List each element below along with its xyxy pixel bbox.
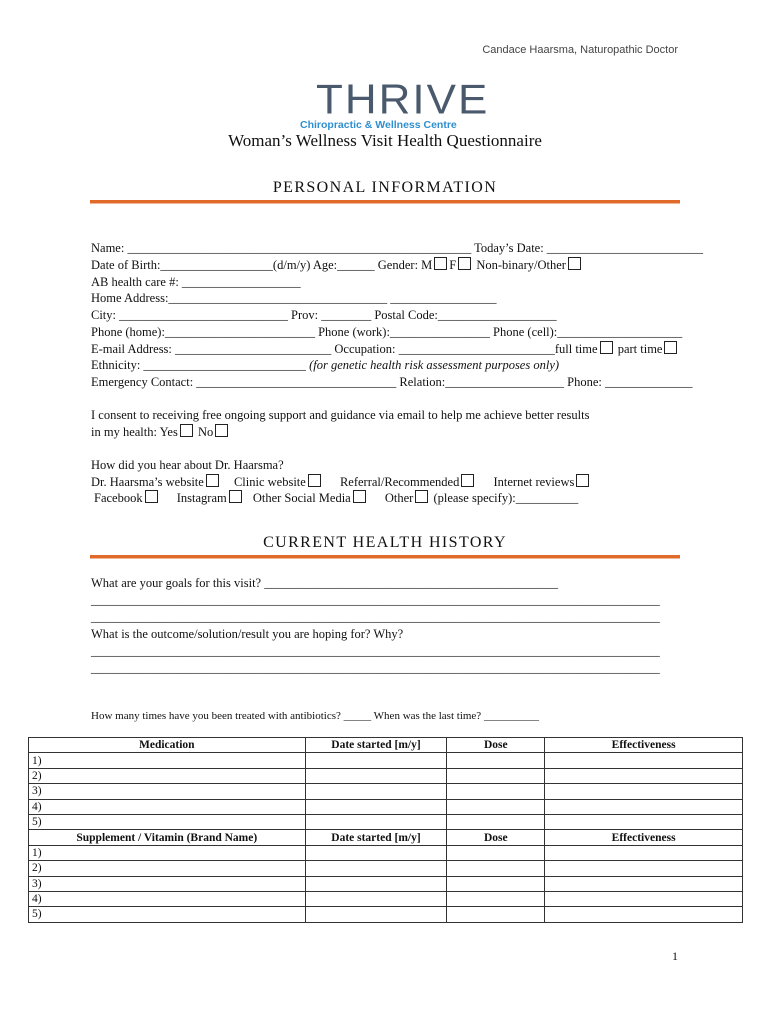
table-cell[interactable] [447,768,545,783]
hear-instagram-label: Instagram [176,491,227,505]
gender-f-label: F [449,258,457,272]
table-cell[interactable] [447,876,545,891]
dose-header: Dose [447,738,545,753]
consent-no-checkbox[interactable] [215,424,228,437]
table-cell[interactable] [447,753,545,768]
row-number[interactable]: 1) [29,845,306,860]
table-row [29,784,743,799]
health-history-heading: CURRENT HEALTH HISTORY [263,534,507,551]
table-cell[interactable] [305,891,447,906]
table-cell[interactable] [545,753,743,768]
antibiotics-question[interactable]: How many times have you been treated with antibiotics? _____ When was the last time? __________ [91,710,539,722]
part-time-label: part time [617,342,663,356]
row-number[interactable]: 2) [29,768,306,783]
email-occupation-line [91,341,679,357]
gender-m-checkbox[interactable] [434,257,447,270]
thrive-logo [300,76,490,134]
dose-header: Dose [447,830,545,845]
table-cell[interactable] [545,784,743,799]
phone-line[interactable]: Phone (home):________________________ Phone (work):________________ Phone (cell):____________________ [91,325,683,339]
goals-line[interactable]: What are your goals for this visit? _______________________________________________ [91,576,558,590]
consent-yes-checkbox[interactable] [180,424,193,437]
hear-options-row1 [91,474,591,490]
consent-yes-label: in my health: Yes [91,425,178,439]
page-number: 1 [672,949,678,963]
home-address-line[interactable]: Home Address:___________________________________ _________________ [91,291,497,305]
hear-facebook-label: Facebook [94,491,143,505]
row-number[interactable]: 5) [29,907,306,922]
table-cell[interactable] [305,845,447,860]
table-cell[interactable] [545,799,743,814]
supplement-header-row [29,830,743,845]
logo-word: THRIVE [316,76,490,123]
hear-clinic-checkbox[interactable] [308,474,321,487]
row-number[interactable]: 4) [29,799,306,814]
section-divider [90,555,680,559]
table-row [29,799,743,814]
table-row [29,907,743,922]
table-cell[interactable] [545,876,743,891]
table-cell[interactable] [305,753,447,768]
row-number[interactable]: 3) [29,784,306,799]
table-cell[interactable] [447,784,545,799]
date-started-header: Date started [m/y] [305,830,447,845]
full-time-checkbox[interactable] [600,341,613,354]
medication-header: Medication [29,738,306,753]
hear-options-row2 [94,490,578,506]
page-title: Woman’s Wellness Visit Health Questionnaire [228,131,542,150]
doctor-name: Candace Haarsma, Naturopathic Doctor [482,44,678,56]
table-cell[interactable] [305,907,447,922]
hear-specify-label[interactable]: (please specify):__________ [433,491,579,505]
hear-referral-label: Referral/Recommended [339,475,460,489]
email-occupation-label: E-mail Address: _________________________ Occupation: _________________________full time [91,342,598,356]
ethnicity-label: Ethnicity: __________________________ [91,358,306,372]
consent-no-label: No [197,425,214,439]
table-cell[interactable] [447,907,545,922]
row-number[interactable]: 1) [29,753,306,768]
table-cell[interactable] [545,814,743,829]
name-line[interactable]: Name: _______________________________________________________ Today’s Date: _________________________ [91,241,704,255]
table-cell[interactable] [545,845,743,860]
city-line[interactable]: City: ___________________________ Prov: ________ Postal Code:___________________ [91,308,557,322]
hear-reviews-checkbox[interactable] [576,474,589,487]
health-care-line[interactable]: AB health care #: ___________________ [91,275,301,289]
table-row [29,814,743,829]
ethnicity-line [91,357,559,373]
table-cell[interactable] [305,768,447,783]
table-row [29,768,743,783]
table-cell[interactable] [545,861,743,876]
hear-facebook-checkbox[interactable] [145,490,158,503]
table-cell[interactable] [305,784,447,799]
table-cell[interactable] [447,845,545,860]
effectiveness-header: Effectiveness [545,738,743,753]
gender-other-checkbox[interactable] [568,257,581,270]
row-number[interactable]: 3) [29,876,306,891]
dob-age-label: Date of Birth:__________________(d/m/y) Age:______ Gender: M [91,258,433,272]
date-started-header: Date started [m/y] [305,738,447,753]
personal-info-heading: PERSONAL INFORMATION [272,179,498,196]
emergency-contact-line[interactable]: Emergency Contact: ________________________________ Relation:___________________ Phone: ______________ [91,375,693,389]
gender-f-checkbox[interactable] [458,257,471,270]
table-cell[interactable] [305,799,447,814]
table-cell[interactable] [305,876,447,891]
table-cell[interactable] [545,891,743,906]
gender-other-label: Non-binary/Other [476,258,566,272]
goals-blank-line[interactable]: ___________________________________________________________________________________________ [91,610,660,624]
hear-clinic-label: Clinic website [233,475,306,489]
table-row [29,753,743,768]
table-cell[interactable] [545,907,743,922]
table-cell[interactable] [305,814,447,829]
table-cell[interactable] [447,799,545,814]
table-cell[interactable] [447,891,545,906]
logo-tagline: Chiropractic & Wellness Centre [300,119,457,131]
section-divider [90,200,680,204]
table-row [29,845,743,860]
hear-website-checkbox[interactable] [206,474,219,487]
row-number[interactable]: 2) [29,861,306,876]
outcome-blank-line[interactable]: ___________________________________________________________________________________________ [91,644,660,658]
medication-header-row [29,738,743,753]
hear-instagram-checkbox[interactable] [229,490,242,503]
hear-question: How did you hear about Dr. Haarsma? [91,458,284,472]
hear-other-checkbox[interactable] [415,490,428,503]
outcome-blank-line[interactable]: ___________________________________________________________________________________________ [91,661,660,675]
consent-text: I consent to receiving free ongoing support and guidance via email to help me achieve better results [91,408,590,422]
table-cell[interactable] [447,814,545,829]
supplement-header: Supplement / Vitamin (Brand Name) [29,830,306,845]
table-row [29,891,743,906]
row-number[interactable]: 5) [29,814,306,829]
effectiveness-header: Effectiveness [545,830,743,845]
table-cell[interactable] [305,861,447,876]
table-cell[interactable] [447,861,545,876]
hear-other-label: Other [384,491,414,505]
dob-gender-line [91,257,583,273]
goals-blank-line[interactable]: ___________________________________________________________________________________________ [91,593,660,607]
hear-website-label: Dr. Haarsma’s website [91,475,204,489]
outcome-question: What is the outcome/solution/result you are hoping for? Why? [91,627,404,641]
hear-social-label: Other Social Media [252,491,351,505]
hear-referral-checkbox[interactable] [461,474,474,487]
hear-reviews-label: Internet reviews [493,475,575,489]
hear-social-checkbox[interactable] [353,490,366,503]
ethnicity-note: (for genetic health risk assessment purposes only) [309,358,560,372]
table-row [29,861,743,876]
table-cell[interactable] [545,768,743,783]
row-number[interactable]: 4) [29,891,306,906]
part-time-checkbox[interactable] [664,341,677,354]
consent-choice-line [91,424,230,440]
medication-supplement-table [28,737,743,923]
table-row [29,876,743,891]
